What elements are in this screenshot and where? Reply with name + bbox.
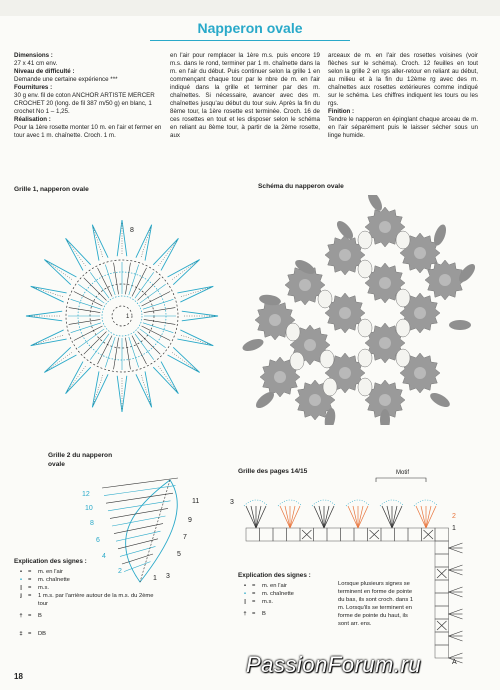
grid2-label-4: 4 bbox=[102, 553, 106, 560]
grid-fan bbox=[246, 506, 256, 528]
rosette-stitch bbox=[129, 265, 139, 295]
schema-connector bbox=[323, 378, 337, 396]
rosette-stitch bbox=[114, 263, 119, 295]
schema-connector bbox=[396, 289, 410, 307]
rosette-point bbox=[177, 286, 213, 302]
schema-connector bbox=[290, 352, 304, 370]
realisation-heading: Réalisation : bbox=[14, 116, 51, 123]
legend-text: m. chaînette bbox=[38, 577, 70, 583]
grid-fan bbox=[348, 506, 358, 528]
legend-item: | = m.s. bbox=[238, 598, 338, 606]
rosette-point bbox=[92, 225, 108, 261]
grid2-label-3: 3 bbox=[166, 573, 170, 580]
rosette-stitch bbox=[125, 338, 130, 370]
grid-side-fan bbox=[449, 548, 463, 553]
finition-text: Tendre le napperon en épinglant chaque arceau de m. en l'air séparément puis le laisser sécher sous un linge humide. bbox=[328, 116, 478, 139]
rosette-point-stitch bbox=[46, 352, 72, 371]
grid-fan-arc bbox=[244, 500, 268, 506]
rosette-stitch bbox=[69, 308, 101, 313]
grid-fan bbox=[290, 506, 300, 528]
grid-cell bbox=[435, 632, 449, 645]
grid-cell bbox=[327, 528, 341, 541]
schema-rosette-center bbox=[439, 274, 451, 286]
rosette-stitch bbox=[143, 299, 173, 309]
leaf-row bbox=[104, 486, 176, 496]
rosette-ring bbox=[102, 296, 142, 336]
grid-side-fan bbox=[449, 565, 463, 570]
legend-symbol: | bbox=[20, 585, 22, 591]
column-1 bbox=[14, 52, 164, 140]
grid2-label-6: 6 bbox=[96, 537, 100, 544]
legend-symbol: • bbox=[243, 583, 247, 589]
legend-symbol: • bbox=[19, 577, 23, 583]
grid2-label-10: 10 bbox=[85, 505, 93, 512]
schema-connector bbox=[396, 231, 410, 249]
legend-symbol: † bbox=[19, 613, 23, 619]
rosette-stitch bbox=[114, 338, 119, 370]
rosette-point-stitch bbox=[67, 366, 86, 392]
rosette-point-stitch bbox=[67, 240, 86, 266]
rosette-point bbox=[136, 225, 152, 261]
grid-fan bbox=[416, 506, 426, 528]
grid2-caption-line1: Grille 2 du napperon bbox=[48, 452, 113, 459]
schema-rosette-center bbox=[339, 367, 351, 379]
grid-fan bbox=[256, 506, 261, 528]
grid-fan bbox=[324, 506, 334, 528]
grid-cell bbox=[246, 528, 260, 541]
grid-cell bbox=[435, 528, 449, 541]
legend-text: B bbox=[38, 613, 42, 619]
rosette-stitch bbox=[125, 263, 130, 295]
level-text: Demande une certaine expérience *** bbox=[14, 76, 118, 83]
grid-fan bbox=[314, 506, 324, 528]
legend-text: m.s. bbox=[38, 585, 49, 591]
rosette-stitch bbox=[129, 337, 139, 367]
grid-cell bbox=[260, 528, 274, 541]
schema-connector bbox=[320, 350, 334, 368]
schema-leaf bbox=[449, 320, 471, 330]
schema-connector bbox=[286, 323, 300, 341]
grid-side-fan bbox=[449, 592, 463, 597]
schema-rosette-center bbox=[274, 371, 286, 383]
grid-fan bbox=[426, 506, 436, 528]
legend-text: m. chaînette bbox=[262, 591, 294, 597]
grid2-label-5: 5 bbox=[177, 551, 181, 558]
grid-cell bbox=[435, 645, 449, 658]
grid-cross bbox=[437, 569, 447, 578]
grid-fan bbox=[387, 506, 392, 528]
page-title: Napperon ovale bbox=[197, 20, 303, 36]
grid-fan bbox=[426, 506, 431, 528]
rosette-stitch bbox=[105, 265, 115, 295]
legend-symbol: | bbox=[244, 599, 246, 605]
rosette-point-stitch bbox=[158, 240, 177, 266]
schema-rosette-center bbox=[379, 394, 391, 406]
page-grid-caption: Grille des pages 14/15 bbox=[238, 468, 308, 475]
rosette-point bbox=[177, 330, 213, 346]
grid-cross bbox=[370, 530, 380, 539]
grid-fan bbox=[358, 506, 368, 528]
rosette-stitch bbox=[143, 323, 173, 333]
grid2-label-8: 8 bbox=[90, 520, 94, 527]
column-3-text: arceaux de m. en l'air des rosettes voisines (voir flèches sur le schéma). Croch. 12 feuilles en tout selon la grille 2 en rgs aller-retour en reliant au début, au milieu et à la fin du 12ème rg avec des m. chaînettes aux rosettes extérieures comme indiqué sur le schéma. Les chiffres indiquent les tours ou les rgs. bbox=[328, 52, 478, 107]
supplies-text: 30 g env. fil de coton ANCHOR ARTISTE MERCER CROCHET 20 (long. de fil 387 m/50 g) en blanc, 1 crochet No 1 – 1,25. bbox=[14, 92, 155, 115]
legend-page-grid bbox=[238, 572, 338, 618]
legend-item: † = B bbox=[238, 610, 338, 618]
grid-cell bbox=[381, 528, 395, 541]
grid-side-fan bbox=[449, 636, 463, 641]
legend-text: m. en l'air bbox=[38, 569, 63, 575]
schema-rosette-center bbox=[414, 307, 426, 319]
rosette-stitch bbox=[144, 319, 176, 324]
column-2 bbox=[170, 52, 320, 140]
grid-cross bbox=[302, 530, 312, 539]
grid-side-fan bbox=[449, 631, 463, 636]
grid-cross bbox=[424, 530, 434, 539]
symbol-note: Lorsque plusieurs signes se terminent en forme de pointe du bas, ils sont croch. dans 1 m. Lorsqu'ils se terminent en forme de pointe du haut, ils sont arr. ens. bbox=[338, 581, 414, 627]
grid-fan bbox=[392, 506, 397, 528]
leaf-row bbox=[106, 493, 173, 503]
legend-text: B bbox=[262, 611, 266, 617]
page-grid-label-a: A bbox=[452, 659, 457, 666]
grid-cell bbox=[273, 528, 287, 541]
column-2-text: en l'air pour remplacer la 1ère m.s. puis encore 19 m.s. dans le rond, terminer par 1 m. chaînette dans la m. en l'air du début. Puis continuer selon la grille 1 en commençant chaque tour par le nbre de m. en l'air indiqué dans la grille et terminer par des m. chaînettes. Si nécessaire, avancer avec des m. chaînettes jusqu'au début du tour suiv. Après la fin du 8ème tour, la 1ère rosette est terminée. Croch. 16 de ces rosettes en tout et les disposer selon le schéma en reliant au 8ème tour, à partir de la 2ème rosette, aux bbox=[170, 52, 320, 139]
schema-connector bbox=[396, 349, 410, 367]
grid-side-fan bbox=[449, 543, 463, 548]
legend-grid2-title: Explication des signes : bbox=[14, 558, 87, 565]
legend-item: | = m.s. bbox=[14, 584, 174, 592]
supplies-heading: Fournitures : bbox=[14, 84, 53, 91]
schema-rosette-center bbox=[299, 279, 311, 291]
legend-item: † = B bbox=[14, 612, 174, 620]
grid2-label-12: 12 bbox=[82, 491, 90, 498]
grid-cell bbox=[395, 528, 409, 541]
page-number: 18 bbox=[14, 672, 23, 681]
page-grid-label-3: 3 bbox=[230, 499, 234, 506]
rosette-stitch bbox=[144, 308, 176, 313]
grid-fan bbox=[392, 506, 402, 528]
legend-symbol: ‡ bbox=[19, 631, 23, 637]
grid-cell bbox=[435, 541, 449, 554]
page-grid-label-2: 2 bbox=[452, 513, 456, 520]
grid-cell bbox=[408, 528, 422, 541]
grid-cell bbox=[435, 554, 449, 567]
schema-rosette-center bbox=[414, 367, 426, 379]
grid-fan bbox=[256, 506, 266, 528]
grid-fan bbox=[319, 506, 324, 528]
grid-cell bbox=[341, 528, 355, 541]
legend-symbol: • bbox=[19, 569, 23, 575]
schema-diagram bbox=[235, 195, 475, 425]
rosette-stitch bbox=[71, 299, 101, 309]
grid-fan bbox=[421, 506, 426, 528]
grid-cell bbox=[435, 593, 449, 606]
schema-rosette-center bbox=[339, 249, 351, 261]
schema-rosette-center bbox=[304, 339, 316, 351]
schema-caption: Schéma du napperon ovale bbox=[258, 183, 344, 190]
grid-side-fan bbox=[449, 653, 463, 658]
legend-symbol: † bbox=[243, 611, 247, 617]
schema-connector bbox=[358, 349, 372, 367]
column-3 bbox=[328, 52, 478, 140]
grid-fan bbox=[353, 506, 358, 528]
schema-connector bbox=[358, 231, 372, 249]
grid1-rosette-diagram bbox=[22, 198, 222, 438]
grid2-label-9: 9 bbox=[188, 517, 192, 524]
grid-side-fan bbox=[449, 614, 463, 619]
finition-heading: Finition : bbox=[328, 108, 355, 115]
grid-side-fan bbox=[449, 587, 463, 592]
legend-item: • = m. chaînette bbox=[14, 576, 174, 584]
grid-fan-arc bbox=[414, 500, 438, 506]
grid-fan bbox=[251, 506, 256, 528]
dimensions-heading: Dimensions : bbox=[14, 52, 53, 59]
dimensions-text: 27 x 41 cm env. bbox=[14, 60, 58, 67]
legend-item: • = m. en l'air bbox=[238, 582, 338, 590]
legend-page-grid-title: Explication des signes : bbox=[238, 572, 311, 579]
schema-rosette-center bbox=[269, 314, 281, 326]
grid-cell bbox=[435, 606, 449, 619]
grid-fan bbox=[324, 506, 329, 528]
legend-item: • = m. chaînette bbox=[238, 590, 338, 598]
motif-label: Motif bbox=[396, 470, 410, 476]
grid-fan bbox=[285, 506, 290, 528]
schema-rosette-center bbox=[379, 337, 391, 349]
rosette-point-stitch bbox=[172, 352, 198, 371]
grid-fan-arc bbox=[312, 500, 336, 506]
schema-connector bbox=[358, 260, 372, 278]
rosette-point-stitch bbox=[158, 366, 177, 392]
legend-item: ‡ = DB bbox=[14, 630, 174, 638]
motif-bracket bbox=[376, 478, 426, 482]
grid2-caption-line2: ovale bbox=[48, 461, 65, 468]
schema-connector bbox=[358, 319, 372, 337]
grid-cell bbox=[435, 580, 449, 593]
grid-cell bbox=[354, 528, 368, 541]
grid-side-fan bbox=[449, 570, 463, 575]
watermark-text: PassionForum.ru bbox=[246, 652, 422, 677]
legend-item: j = 1 m.s. par l'arrière autour de la m.s. du 2ème tour bbox=[14, 592, 174, 608]
realisation-text: Pour la 1ère rosette monter 10 m. en l'air et fermer en tour avec 1 m. chaînette. Croch. 1 m. bbox=[14, 124, 162, 139]
grid-fan bbox=[280, 506, 290, 528]
legend-text: m.s. bbox=[262, 599, 273, 605]
rosette-point bbox=[92, 371, 108, 407]
schema-leaf bbox=[241, 337, 265, 354]
grid1-caption: Grille 1, napperon ovale bbox=[14, 186, 89, 193]
schema-rosette-center bbox=[379, 221, 391, 233]
page-grid-label-1: 1 bbox=[452, 525, 456, 532]
grid-side-fan bbox=[449, 609, 463, 614]
legend-text: DB bbox=[38, 631, 47, 637]
legend-symbol: • bbox=[243, 591, 247, 597]
grid2-label-7: 7 bbox=[183, 534, 187, 541]
grid-fan bbox=[290, 506, 295, 528]
legend-item: • = m. en l'air bbox=[14, 568, 174, 576]
grid2-label-1: 1 bbox=[153, 575, 157, 582]
schema-rosette-center bbox=[414, 247, 426, 259]
schema-connector bbox=[396, 319, 410, 337]
schema-rosette-center bbox=[309, 394, 321, 406]
title-bar bbox=[150, 20, 350, 46]
rosette-point-stitch bbox=[46, 261, 72, 280]
grid2-label-2: 2 bbox=[118, 568, 122, 575]
legend-symbol: j bbox=[20, 593, 22, 599]
grid-cell bbox=[287, 528, 301, 541]
grid1-label-8: 8 bbox=[130, 227, 134, 234]
grid-cross bbox=[437, 621, 447, 630]
rosette-stitch bbox=[105, 337, 115, 367]
grid-fan-arc bbox=[278, 500, 302, 506]
grid2-label-11: 11 bbox=[192, 498, 200, 505]
grid-fan bbox=[382, 506, 392, 528]
top-band bbox=[0, 0, 500, 16]
legend-text: 1 m.s. par l'arrière autour de la m.s. du 2ème tour bbox=[38, 593, 154, 607]
rosette-stitch bbox=[69, 319, 101, 324]
grid1-label-1: 1 bbox=[126, 314, 130, 320]
grid-fan-arc bbox=[380, 500, 404, 506]
grid-cell bbox=[314, 528, 328, 541]
schema-connector bbox=[358, 378, 372, 396]
schema-rosette-center bbox=[339, 307, 351, 319]
grid-fan-arc bbox=[346, 500, 370, 506]
schema-connector bbox=[318, 290, 332, 308]
schema-leaf bbox=[428, 390, 452, 410]
rosette-point-stitch bbox=[172, 261, 198, 280]
legend-text: m. en l'air bbox=[262, 583, 287, 589]
rosette-point bbox=[31, 286, 67, 302]
rosette-point bbox=[31, 330, 67, 346]
level-heading: Niveau de difficulté : bbox=[14, 68, 75, 75]
title-rule bbox=[150, 40, 350, 41]
rosette-point bbox=[136, 371, 152, 407]
legend-grid2 bbox=[14, 558, 174, 638]
schema-rosette-center bbox=[379, 277, 391, 289]
rosette-stitch bbox=[71, 323, 101, 333]
grid-fan bbox=[358, 506, 363, 528]
